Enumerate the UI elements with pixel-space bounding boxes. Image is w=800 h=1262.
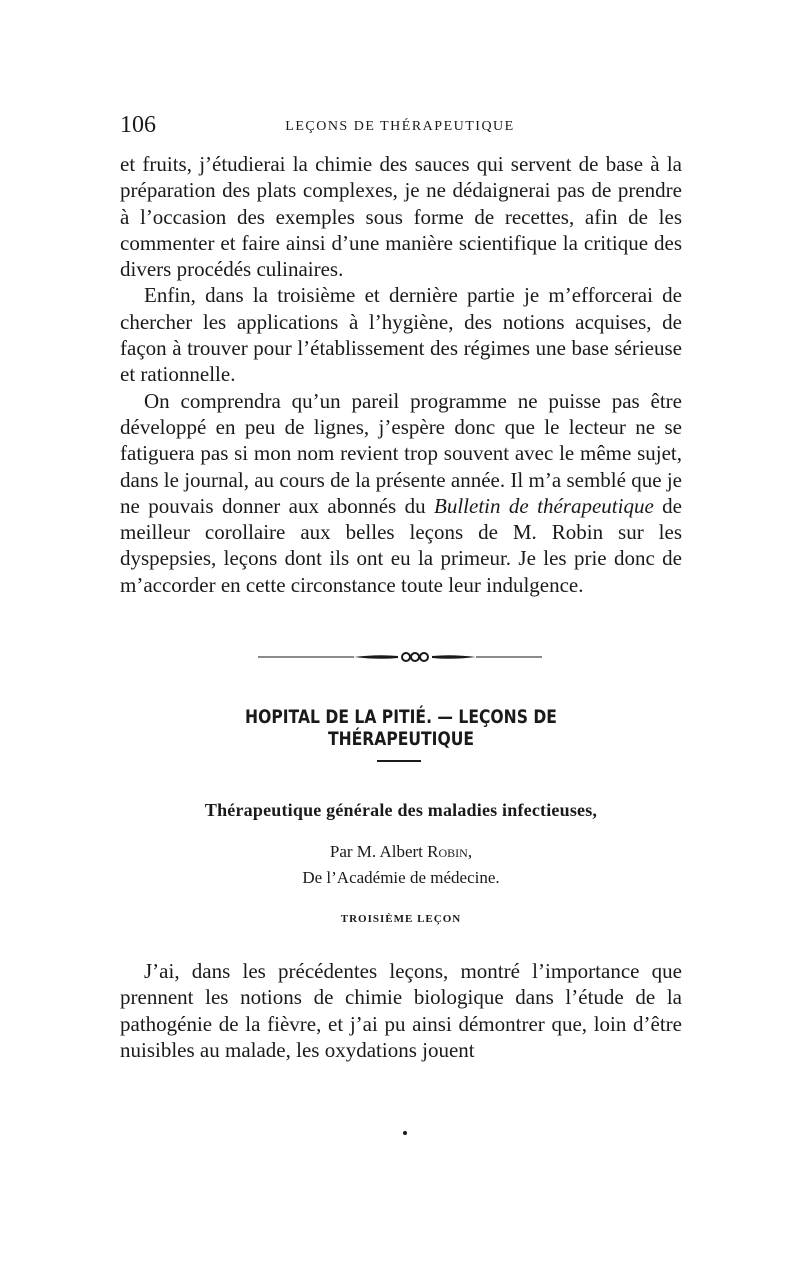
section-title: HOPITAL DE LA PITIÉ. — LEÇONS DE THÉRAPEUTIQUE [245,706,557,750]
body-text-bottom [120,958,682,1063]
paragraph: J’ai, dans les précédentes leçons, montré l’importance que prennent les notions de chimie biologique dans l’étude de la pathogénie de la fièvre, et j’ai pu ainsi démontrer que, loin d’être nuisibles au malade, les oxydations jouent [120,959,682,1062]
paragraph [120,388,682,598]
page-number: 106 [120,112,156,138]
paragraph-text: On comprendra qu’un pareil programme ne puisse pas être développé en peu de lignes, j’espère donc que le lecteur ne se fatiguera pas si mon nom revient trop souvent avec le même sujet, dans le journal, au cours de la présente année. Il m’a semblé que je ne pouvais donner aux abonnés du [120,388,682,518]
running-title: LEÇONS DE THÉRAPEUTIQUE [285,119,515,134]
ornamental-divider [258,650,542,664]
paragraph: et fruits, j’étudierai la chimie des sauces qui servent de base à la préparation des plats complexes, je ne dédaignerai pas de prendre à l’occasion des exemples sous forme de recettes, afin de les commenter et faire ainsi d’une manière scientifique la critique des divers procédés culinaires. [120,152,682,282]
lecture-number: TROISIÈME LEÇON [340,913,462,925]
author-affiliation: De l’Académie de médecine. [302,868,500,887]
body-text-top [120,151,682,598]
byline-prefix: Par M. Albert [329,842,428,861]
journal-title: Bulletin de thérapeutique [434,493,654,518]
page-header [120,112,680,142]
lecture-subtitle: Thérapeutique générale des maladies infectieuses, [204,800,598,820]
paragraph-text: de meilleur corollaire aux belles leçons de M. Robin sur les dyspepsies, leçons dont ils ont eu la primeur. Je les prie donc de m’accorder en cette circonstance toute leur indulgence. [120,493,682,597]
author-name: Robin, [427,842,473,861]
ink-mark [403,1131,407,1135]
paragraph: Enfin, dans la troisième et dernière partie je m’efforcerai de chercher les applications à l’hygiène, des notions acquises, de façon à trouver pour l’établissement des régimes une base sérieuse et rationnelle. [120,283,682,387]
section-rule [377,760,421,762]
author-byline [120,842,682,862]
